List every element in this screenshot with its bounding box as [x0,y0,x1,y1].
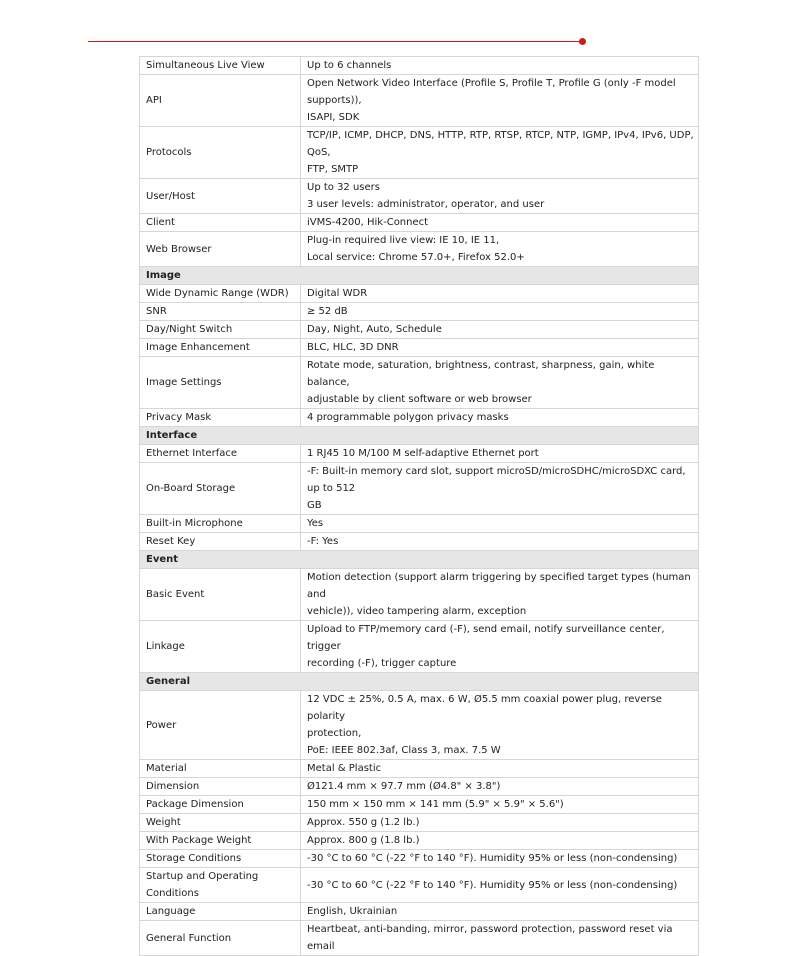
spec-label: Linkage [140,621,301,673]
spec-row [140,303,699,321]
spec-row [140,621,699,673]
spec-label: Material [140,760,301,778]
spec-value: ≥ 52 dB [301,303,699,321]
spec-value: Up to 6 channels [301,57,699,75]
spec-value: iVMS-4200, Hik-Connect [301,214,699,232]
spec-label: Storage Conditions [140,850,301,868]
spec-value: Day, Night, Auto, Schedule [301,321,699,339]
spec-value: 4 programmable polygon privacy masks [301,409,699,427]
spec-value: -F: Yes [301,533,699,551]
spec-row [140,57,699,75]
spec-row [140,214,699,232]
spec-row [140,285,699,303]
section-header [140,427,699,445]
spec-row [140,850,699,868]
spec-label: Client [140,214,301,232]
spec-value: Yes [301,515,699,533]
spec-label: Package Dimension [140,796,301,814]
spec-table-body [140,57,699,956]
section-header [140,673,699,691]
spec-label: SNR [140,303,301,321]
spec-row [140,463,699,515]
spec-row [140,75,699,127]
spec-label: Language [140,903,301,921]
spec-row [140,232,699,267]
spec-value: -30 °C to 60 °C (-22 °F to 140 °F). Humidity 95% or less (non-condensing) [301,868,699,903]
spec-row [140,445,699,463]
spec-row [140,127,699,179]
spec-row [140,760,699,778]
spec-label: Privacy Mask [140,409,301,427]
spec-value: 1 RJ45 10 M/100 M self-adaptive Ethernet port [301,445,699,463]
section-header [140,551,699,569]
spec-row [140,903,699,921]
section-title: Event [140,551,699,569]
spec-value: Plug-in required live view: IE 10, IE 11, Local service: Chrome 57.0+, Firefox 52.0+ [301,232,699,267]
spec-label: Image Settings [140,357,301,409]
spec-row [140,321,699,339]
spec-value: 12 VDC ± 25%, 0.5 A, max. 6 W, Ø5.5 mm coaxial power plug, reverse polarity protection, PoE: IEEE 802.3af, Class 3, max. 7.5 W [301,691,699,760]
spec-row [140,357,699,409]
section-header [140,267,699,285]
spec-label: Day/Night Switch [140,321,301,339]
spec-row [140,533,699,551]
spec-value: 150 mm × 150 mm × 141 mm (5.9" × 5.9" × 5.6") [301,796,699,814]
spec-value: -F: Built-in memory card slot, support microSD/microSDHC/microSDXC card, up to 512 GB [301,463,699,515]
spec-value: Digital WDR [301,285,699,303]
spec-value: Approx. 800 g (1.8 lb.) [301,832,699,850]
spec-label: Image Enhancement [140,339,301,357]
spec-label: Protocols [140,127,301,179]
spec-value: -30 °C to 60 °C (-22 °F to 140 °F). Humidity 95% or less (non-condensing) [301,850,699,868]
spec-value: Upload to FTP/memory card (-F), send email, notify surveillance center, trigger recording (-F), trigger capture [301,621,699,673]
spec-row [140,868,699,903]
spec-label: Web Browser [140,232,301,267]
spec-value: Up to 32 users 3 user levels: administrator, operator, and user [301,179,699,214]
spec-row [140,832,699,850]
spec-row [140,778,699,796]
spec-label: Reset Key [140,533,301,551]
spec-label: General Function [140,921,301,956]
spec-value: TCP/IP, ICMP, DHCP, DNS, HTTP, RTP, RTSP, RTCP, NTP, IGMP, IPv4, IPv6, UDP, QoS, FTP, SMTP [301,127,699,179]
spec-row [140,515,699,533]
spec-row [140,814,699,832]
spec-value: Metal & Plastic [301,760,699,778]
spec-label: Startup and Operating Conditions [140,868,301,903]
spec-label: On-Board Storage [140,463,301,515]
spec-label: Dimension [140,778,301,796]
spec-label: Ethernet Interface [140,445,301,463]
spec-value: Open Network Video Interface (Profile S, Profile T, Profile G (only -F model supports)), ISAPI, SDK [301,75,699,127]
spec-label: Simultaneous Live View [140,57,301,75]
spec-table [139,56,699,956]
spec-label: Wide Dynamic Range (WDR) [140,285,301,303]
spec-row [140,339,699,357]
spec-value: Ø121.4 mm × 97.7 mm (Ø4.8" × 3.8") [301,778,699,796]
spec-row [140,179,699,214]
spec-label: Weight [140,814,301,832]
spec-value: English, Ukrainian [301,903,699,921]
spec-label: Power [140,691,301,760]
spec-value: Motion detection (support alarm triggering by specified target types (human and vehicle)), video tampering alarm, exception [301,569,699,621]
spec-value: Approx. 550 g (1.2 lb.) [301,814,699,832]
spec-row [140,796,699,814]
spec-label: With Package Weight [140,832,301,850]
section-title: Image [140,267,699,285]
spec-label: User/Host [140,179,301,214]
spec-row [140,691,699,760]
spec-value: Heartbeat, anti-banding, mirror, password protection, password reset via email [301,921,699,956]
spec-row [140,569,699,621]
spec-label: Built-in Microphone [140,515,301,533]
spec-value: Rotate mode, saturation, brightness, contrast, sharpness, gain, white balance, adjustable by client software or web browser [301,357,699,409]
spec-label: Basic Event [140,569,301,621]
spec-label: API [140,75,301,127]
section-title: Interface [140,427,699,445]
spec-row [140,921,699,956]
spec-row [140,409,699,427]
spec-value: BLC, HLC, 3D DNR [301,339,699,357]
section-title: General [140,673,699,691]
header-divider-line [88,41,580,42]
header-divider-dot [579,38,586,45]
